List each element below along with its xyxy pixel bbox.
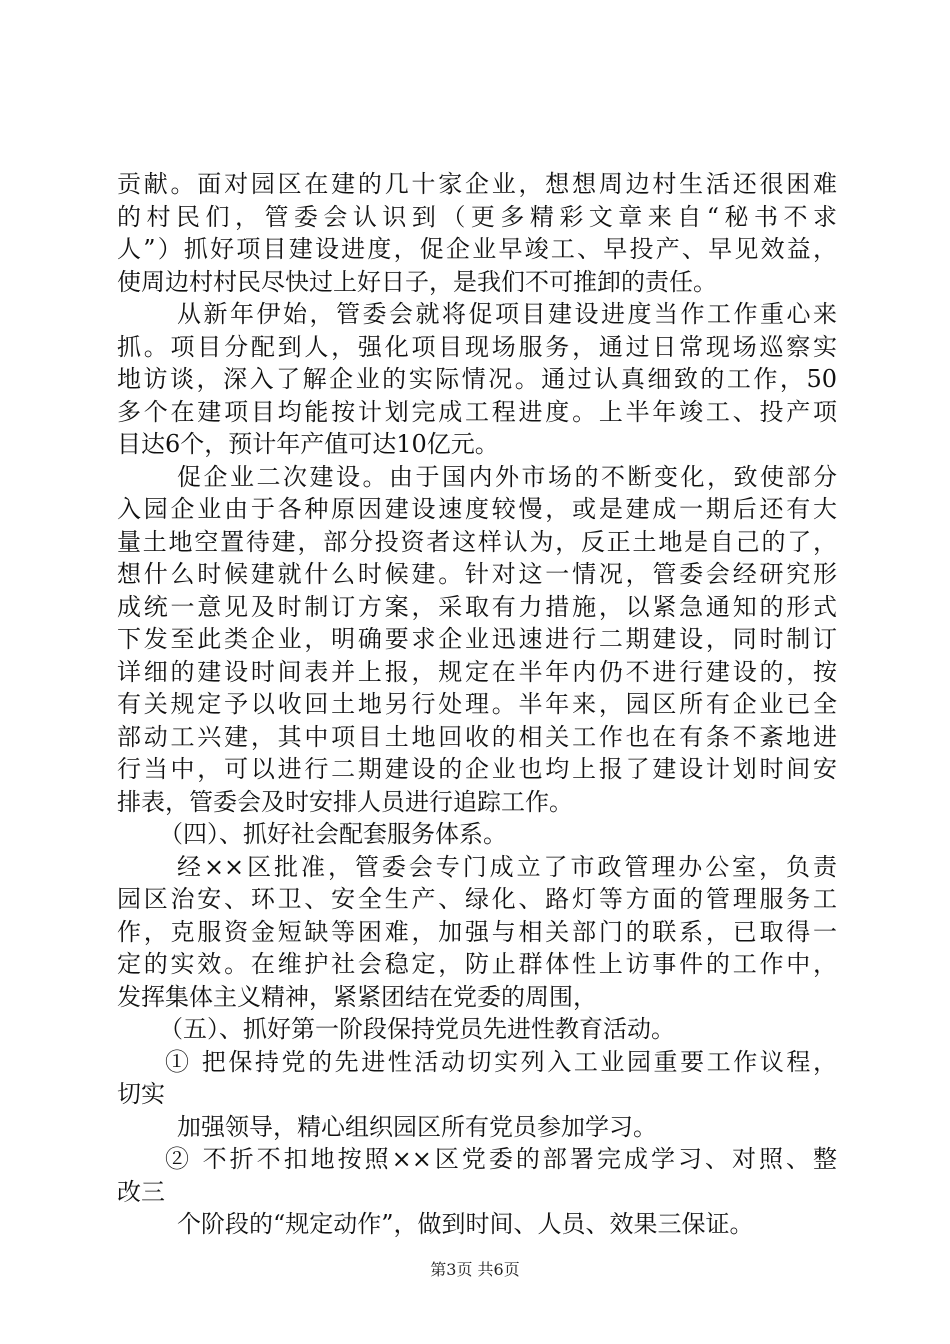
paragraph-line: 多个在建项目均能按计划完成工程进度。上半年竣工、投产项: [117, 397, 837, 426]
list-item-line: 切实: [117, 1080, 165, 1108]
paragraph-line: 的村民们，管委会认识到（更多精彩文章来自“秘书不求: [117, 202, 837, 231]
paragraph-line: 下发至此类企业，明确要求企业迅速进行二期建设，同时制订: [117, 625, 837, 653]
paragraph-line: 使周边村村民尽快过上好日子，是我们不可推卸的责任。: [117, 267, 717, 296]
paragraph-line: 入园企业由于各种原因建设速度较慢，或是建成一期后还有大: [117, 495, 837, 523]
list-item-line: ① 把保持党的先进性活动切实列入工业园重要工作议程，: [165, 1047, 837, 1076]
paragraph-line: 定的实效。在维护社会稳定，防止群体性上访事件的工作中，: [117, 950, 837, 978]
section-heading: （五）、抓好第一阶段保持党员先进性教育活动。: [159, 1015, 675, 1043]
paragraph-line: 抓。项目分配到人，强化项目现场服务，通过日常现场巡察实: [117, 332, 837, 361]
list-item-line: 加强领导，精心组织园区所有党员参加学习。: [177, 1112, 657, 1141]
paragraph-line: 部动工兴建，其中项目土地回收的相关工作也在有条不紊地进: [117, 722, 837, 751]
paragraph-line: 有关规定予以收回土地另行处理。半年来，园区所有企业已全: [117, 690, 837, 718]
paragraph-line: 行当中，可以进行二期建设的企业也均上报了建设计划时间安: [117, 755, 837, 783]
paragraph-line: 详细的建设时间表并上报，规定在半年内仍不进行建设的，按: [117, 657, 837, 686]
paragraph-line: 经××区批准，管委会专门成立了市政管理办公室，负责: [177, 852, 837, 881]
list-item-line: 个阶段的“规定动作”，做到时间、人员、效果三保证。: [177, 1210, 754, 1238]
page-number-footer: 第3页 共6页: [430, 1260, 520, 1279]
paragraph-line: 排表，管委会及时安排人员进行追踪工作。: [117, 787, 573, 816]
paragraph-line: 发挥集体主义精神，紧紧团结在党委的周围，: [117, 982, 597, 1011]
paragraph-line: 地访谈，深入了解企业的实际情况。通过认真细致的工作，50: [117, 365, 837, 393]
paragraph-line: 目达6个，预计年产值可达10亿元。: [117, 430, 499, 458]
paragraph-line: 园区治安、环卫、安全生产、绿化、路灯等方面的管理服务工: [117, 885, 837, 913]
section-heading: （四）、抓好社会配套服务体系。: [159, 820, 507, 848]
paragraph-line: 促企业二次建设。由于国内外市场的不断变化，致使部分: [177, 462, 837, 491]
paragraph-line: 想什么时候建就什么时候建。针对这一情况，管委会经研究形: [117, 560, 837, 588]
paragraph-line: 人”）抓好项目建设进度，促企业早竣工、早投产、早见效益，: [117, 235, 837, 263]
paragraph-line: 成统一意见及时制订方案，采取有力措施，以紧急通知的形式: [117, 592, 837, 621]
paragraph-line: 量土地空置待建，部分投资者这样认为，反正土地是自己的了，: [117, 527, 837, 556]
paragraph-line: 从新年伊始，管委会就将促项目建设进度当作工作重心来: [177, 300, 837, 328]
document-body: [117, 168, 837, 1241]
list-item-line: ② 不折不扣地按照××区党委的部署完成学习、对照、整: [165, 1145, 837, 1173]
paragraph-line: 作，克服资金短缺等困难，加强与相关部门的联系，已取得一: [117, 917, 837, 946]
paragraph-line: 贡献。面对园区在建的几十家企业，想想周边村生活还很困难: [117, 170, 837, 198]
list-item-line: 改三: [117, 1177, 165, 1206]
